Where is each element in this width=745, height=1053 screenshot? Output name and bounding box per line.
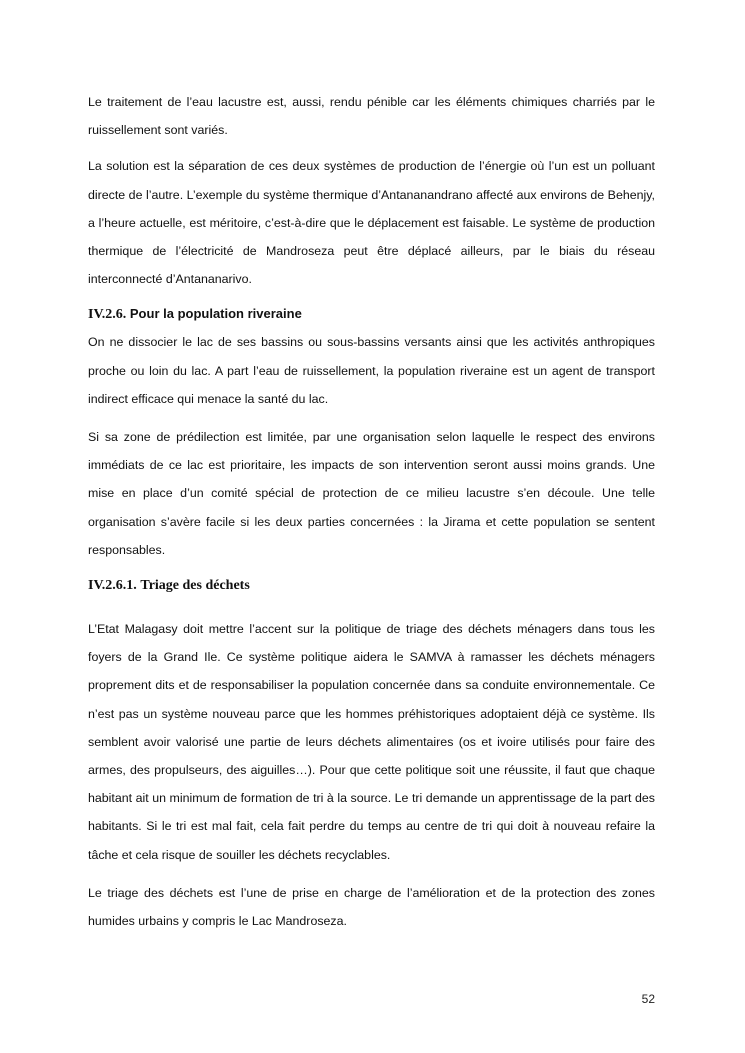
paragraph-sorting-conclusion: Le triage des déchets est l’une de prise en charge de l’amélioration et de la protection des zones humides urbains y compris le Lac Mandroseza. bbox=[88, 885, 655, 929]
paragraph-sorting-policy: L’Etat Malagasy doit mettre l’accent sur la politique de triage des déchets ménagers dans tous les foyers de la Grand Ile. Ce système politique aidera le SAMVA à ramasser les déchets ménagers proprement dits et de responsabiliser la population concernée dans sa conduite environnementale. Ce n’est pas un système nouveau parce que les hommes préhistoriques adoptaient déjà ce système. Ils semblent avoir valorisé une partie de leurs déchets alimentaires (os et ivoire utilisés pour faire des armes, des propulseurs, des aiguilles…). Pour que cette politique soit une réussite, il faut que chaque habitant ait un minimum de formation de tri à la source. Le tri demande un apprentissage de la part des habitants. Si le tri est mal fait, cela fait perdre du temps au centre de tri qui doit à nouveau refaire la tâche et cela risque de souiller les déchets recyclables. bbox=[88, 622, 655, 862]
paragraph-water-treatment: Le traitement de l’eau lacustre est, aussi, rendu pénible car les éléments chimiques charriés par le ruissellement sont variés. bbox=[88, 95, 655, 138]
subsection-heading-waste-sorting bbox=[88, 574, 655, 597]
section-number: IV.2.6. bbox=[88, 307, 127, 323]
subsection-number: IV.2.6.1. bbox=[88, 578, 137, 594]
section-heading-riverside-population bbox=[88, 303, 655, 326]
page-number: 52 bbox=[641, 992, 655, 1006]
paragraph-energy-separation: La solution est la séparation de ces deux systèmes de production de l’énergie où l’un est un polluant directe de l’autre. L’exemple du système thermique d’Antananandrano affecté aux environs de Behenjy, a l’heure actuelle, est méritoire, c’est-à-dire que le déplacement est faisable. Le système de production thermique de l’électricité de Mandroseza peut être déplacé ailleurs, par le biais du réseau interconnecté d’Antananarivo. bbox=[88, 159, 655, 287]
paragraph-organization: Si sa zone de prédilection est limitée, par une organisation selon laquelle le respect des environs immédiats de ce lac est prioritaire, les impacts de son intervention seront aussi moins grands. Une mise en place d’un comité spécial de protection de ce milieu lacustre s’en découle. Une telle organisation s’avère facile si les deux parties concernées : la Jirama et cette population se sentent responsables. bbox=[88, 430, 655, 557]
document-page bbox=[88, 88, 655, 945]
subsection-title: Triage des déchets bbox=[140, 578, 250, 594]
paragraph-watershed: On ne dissocier le lac de ses bassins ou sous-bassins versants ainsi que les activités anthropiques proche ou loin du lac. A part l’eau de ruissellement, la population riveraine est un agent de transport indirect efficace qui menace la santé du lac. bbox=[88, 335, 655, 406]
section-title: Pour la population riveraine bbox=[129, 306, 302, 322]
